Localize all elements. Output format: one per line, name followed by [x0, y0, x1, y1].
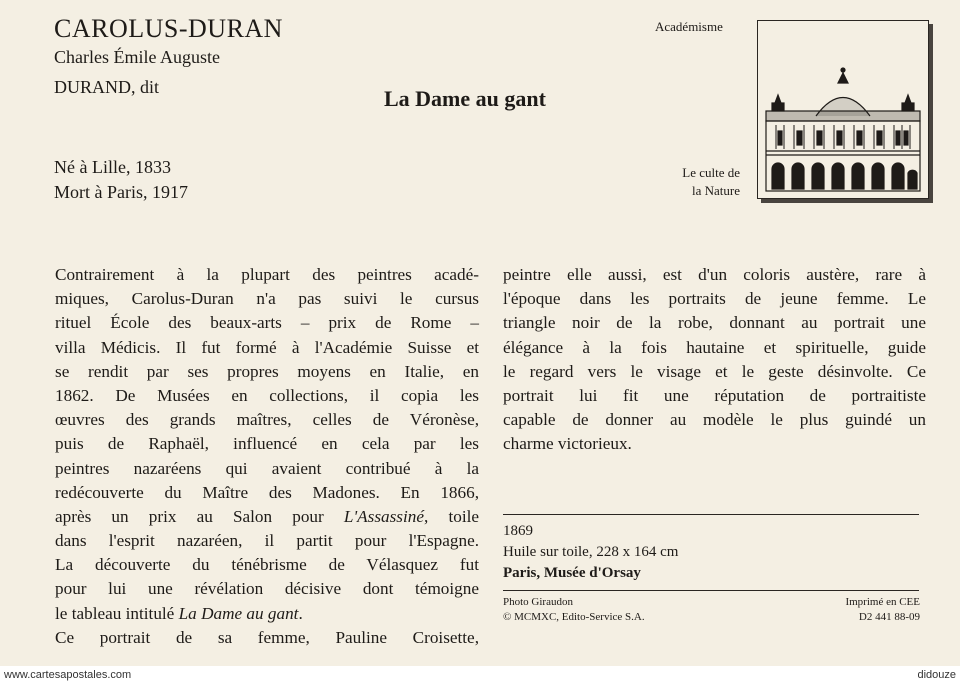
- text-line: pour lui une révélation décisive dont témoigne: [55, 579, 479, 599]
- text-line: dans l'esprit nazaréen, il partit pour l'Espagne.: [55, 531, 479, 551]
- text-line: peintres nazaréens qui avaient contribué à la: [55, 458, 479, 478]
- photo-credit: Photo Giraudon: [503, 596, 573, 608]
- artwork-title-italic: La Dame au gant: [178, 603, 299, 623]
- watermark-right: didouze: [917, 669, 956, 681]
- text-line: Contrairement à la plupart des peintres acadé-: [55, 265, 479, 284]
- watermark-left: www.cartesapostales.com: [4, 669, 132, 681]
- theme-line2: la Nature: [691, 183, 740, 198]
- artwork-title: La Dame au gant: [384, 86, 546, 111]
- biography-column-2: [503, 263, 926, 457]
- artist-name: CAROLUS-DURAN: [54, 14, 283, 43]
- artwork-location: Paris, Musée d'Orsay: [503, 565, 641, 581]
- artwork-year: 1869: [503, 523, 533, 539]
- movement-label: Académisme: [655, 19, 723, 34]
- theme-label: [682, 164, 740, 200]
- artist-full-name-line1: Charles Émile Auguste: [54, 47, 220, 67]
- text-line: Ce portrait de sa femme, Pauline Croisette,: [55, 627, 479, 647]
- printed-in: Imprimé en CEE: [845, 596, 920, 608]
- text-line: 1862. De Musées en collections, il copia les: [55, 385, 479, 405]
- text-line: élégance à la fois hautaine et spirituelle, guide: [503, 337, 926, 357]
- footer-strip: [0, 666, 960, 683]
- theme-line1: Le culte de: [682, 165, 740, 180]
- text-line: après un prix au Salon pour L'Assassiné, toile: [55, 506, 479, 526]
- text-line: le regard vers le visage et le geste désinvolte. Ce: [503, 361, 926, 381]
- text-line: capable de donner au modèle le plus guindé un: [503, 410, 926, 430]
- text-line: La découverte du ténébrisme de Vélasquez fut: [55, 555, 479, 575]
- opera-house-icon: [758, 21, 928, 198]
- artwork-medium: Huile sur toile, 228 x 164 cm: [503, 544, 679, 560]
- text-line: villa Médicis. Il fut formé à l'Académie Suisse et: [55, 337, 479, 357]
- reference-number: D2 441 88-09: [858, 611, 920, 623]
- death-info: Mort à Paris, 1917: [54, 182, 188, 202]
- artwork-title-italic: L'Assassiné: [343, 506, 424, 526]
- text-line: triangle noir de la robe, donnant au portrait une: [503, 313, 926, 333]
- text-line: charme victorieux.: [503, 434, 632, 454]
- text-line: rituel École des beaux-arts – prix de Rome –: [55, 313, 479, 333]
- text-line: puis de Raphaël, influencé en cela par les: [55, 434, 479, 454]
- text-line: le tableau intitulé La Dame au gant.: [55, 603, 303, 623]
- text-line: miques, Carolus-Duran n'a pas suivi le cursus: [55, 289, 479, 309]
- text-line: peintre elle aussi, est d'un coloris austère, rare à: [503, 265, 926, 284]
- text-line: portrait lui fit une réputation de portraitiste: [503, 385, 926, 405]
- credits-rule: [503, 590, 919, 591]
- birth-info: Né à Lille, 1833: [54, 157, 171, 177]
- text-line: œuvres des grands maîtres, celles de Véronèse,: [55, 410, 479, 430]
- text-line: se rendit par ses propres moyens en Italie, en: [55, 361, 479, 381]
- artist-full-name-line2: DURAND, dit: [54, 77, 160, 97]
- biography-column-1: [55, 263, 479, 650]
- divider-rule: [503, 514, 919, 515]
- text-line: l'époque dans les portraits de jeune femme. Le: [503, 289, 926, 309]
- text-line: redécouverte du Maître des Madones. En 1866,: [55, 482, 479, 502]
- emblem-box: [757, 20, 929, 199]
- copyright-notice: © MCMXC, Edito-Service S.A.: [503, 611, 645, 623]
